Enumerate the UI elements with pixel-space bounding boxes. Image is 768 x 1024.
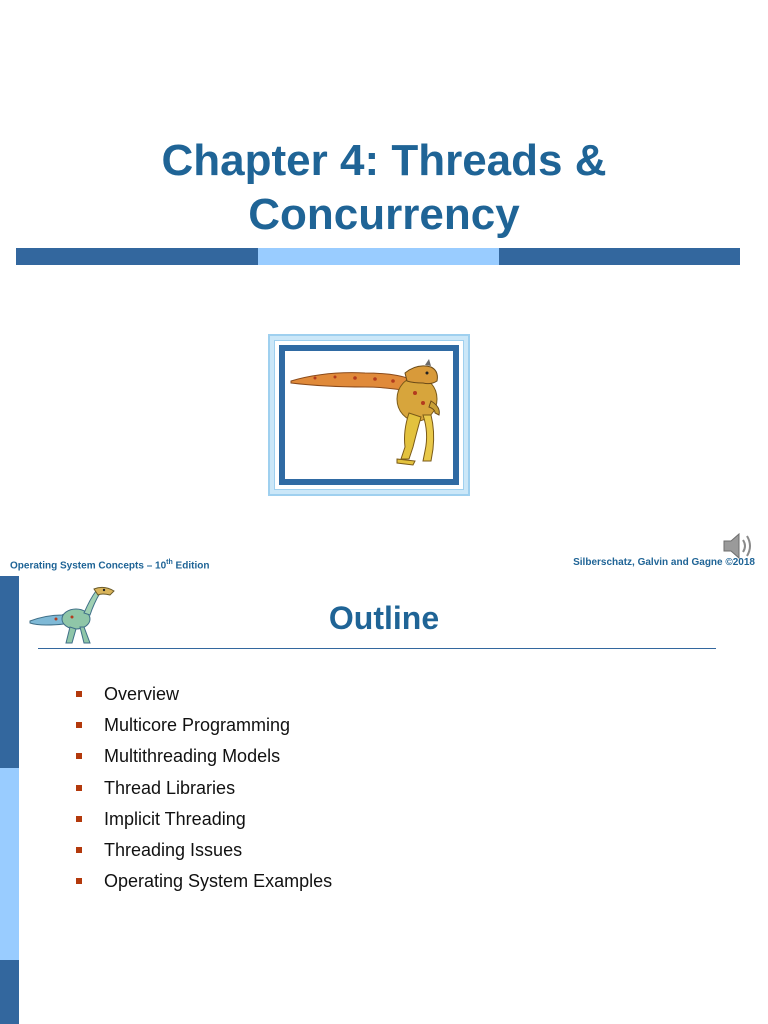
dinosaur-illustration [285,351,457,481]
outline-title: Outline [328,600,440,636]
list-item: Multicore Programming [76,710,332,741]
list-item: Threading Issues [76,835,332,866]
outline-list [76,679,332,897]
bullet-square-icon [76,785,82,791]
speaker-icon[interactable] [720,529,756,563]
bullet-square-icon [76,722,82,728]
sidebar-band-bottom [0,960,19,1024]
bullet-square-icon [76,847,82,853]
footer-authors: Silberschatz, Galvin and Gagne ©2018 [573,557,755,568]
title-band-right [499,248,740,265]
slide-title [0,134,768,242]
bullet-square-icon [76,878,82,884]
footer-book-title: Operating System Concepts – 10th Edition [10,559,210,572]
sidebar-band-middle [0,768,19,960]
bullet-square-icon [76,816,82,822]
list-item: Thread Libraries [76,773,332,804]
bullet-square-icon [76,691,82,697]
list-item: Multithreading Models [76,741,332,772]
slide-title-line-2: Concurrency [248,190,520,239]
title-divider [38,648,716,649]
list-item: Operating System Examples [76,866,332,897]
outline-slide [0,576,768,1024]
slide-title-line-1: Chapter 4: Threads & [161,136,607,185]
list-item: Overview [76,679,332,710]
dinosaur-image-frame [268,334,470,496]
list-item: Implicit Threading [76,804,332,835]
title-band-middle [258,248,499,265]
bullet-square-icon [76,753,82,759]
title-band-left [16,248,258,265]
